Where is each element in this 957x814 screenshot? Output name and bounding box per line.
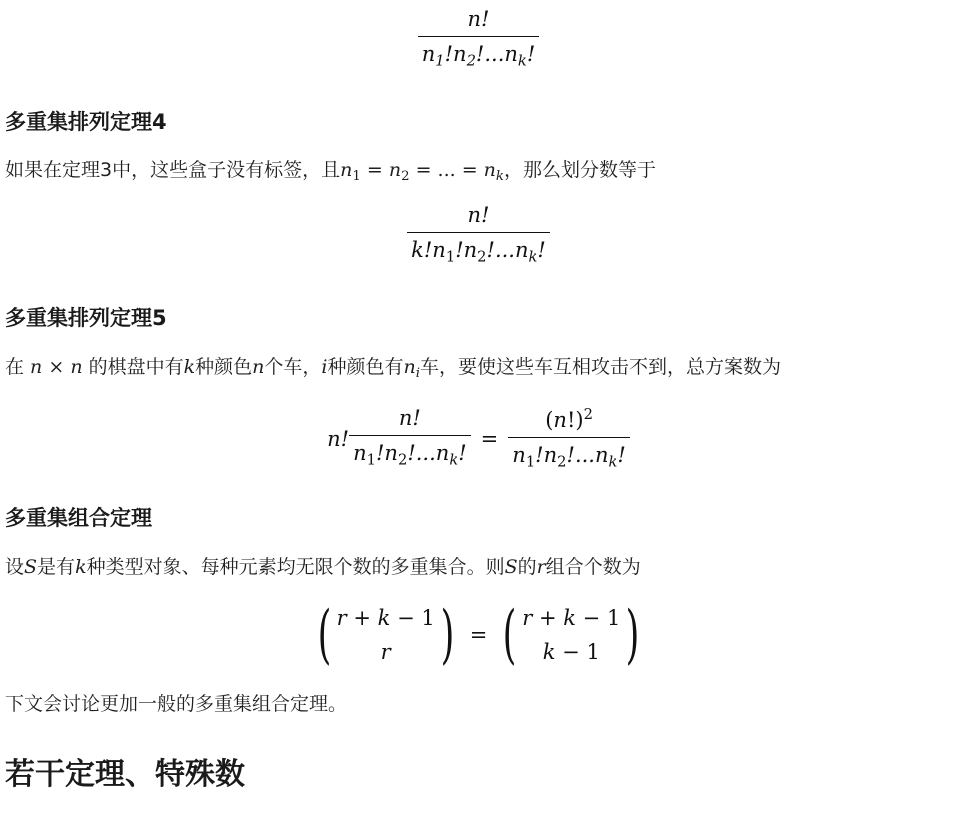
fraction-left: $\frac{n!}{n_1!n_2!...n_k!}$	[349, 405, 471, 473]
fraction-right: $\frac{(n!)^2}{n_1!n_2!...n_k!}$	[508, 402, 630, 475]
denominator: $k!n_1!n_2!...n_k$!	[407, 232, 550, 270]
prefix-n-factorial: n!	[327, 426, 350, 451]
formula-combination	[0, 600, 957, 670]
formula-theorem-4	[0, 202, 957, 270]
numerator: n!	[467, 7, 490, 31]
fraction	[407, 202, 550, 270]
binomial-right: ( r + k − 1 k − 1 )	[502, 598, 640, 672]
heading-theorem-4: 多重集排列定理4	[5, 110, 167, 134]
equals-sign: =	[480, 426, 499, 451]
paragraph-theorem-4	[5, 156, 656, 191]
denominator: $n_1!n_2!...n_k$!	[418, 36, 540, 74]
text-before: 如果在定理3中，这些盒子没有标签，且	[5, 159, 341, 181]
formula-multinomial	[0, 6, 957, 74]
binomial-left: ( r + k − 1 r )	[317, 598, 455, 672]
text-after: ，那么划分数等于	[503, 159, 656, 181]
formula-theorem-5	[0, 402, 957, 475]
inline-math-equality: $n_1 = n_2$ = ... = $n_k$	[340, 159, 504, 184]
equals-sign: =	[469, 623, 488, 647]
fraction	[418, 6, 540, 74]
heading-theorems-special-numbers: 若干定理、特殊数	[5, 757, 245, 792]
heading-combination-theorem: 多重集组合定理	[5, 506, 152, 530]
numerator: n!	[467, 203, 490, 227]
paragraph-follow: 下文会讨论更加一般的多重集组合定理。	[5, 693, 348, 715]
paragraph-combination: 设S是有k种类型对象、每种元素均无限个数的多重集合。则S的r组合个数为	[5, 556, 641, 578]
heading-theorem-5: 多重集排列定理5	[5, 306, 167, 330]
paragraph-theorem-5: 在 n × n 的棋盘中有k种颜色n个车，i种颜色有$n_i$车，要使这些车互相攻击不到，总方案数为	[5, 356, 782, 381]
